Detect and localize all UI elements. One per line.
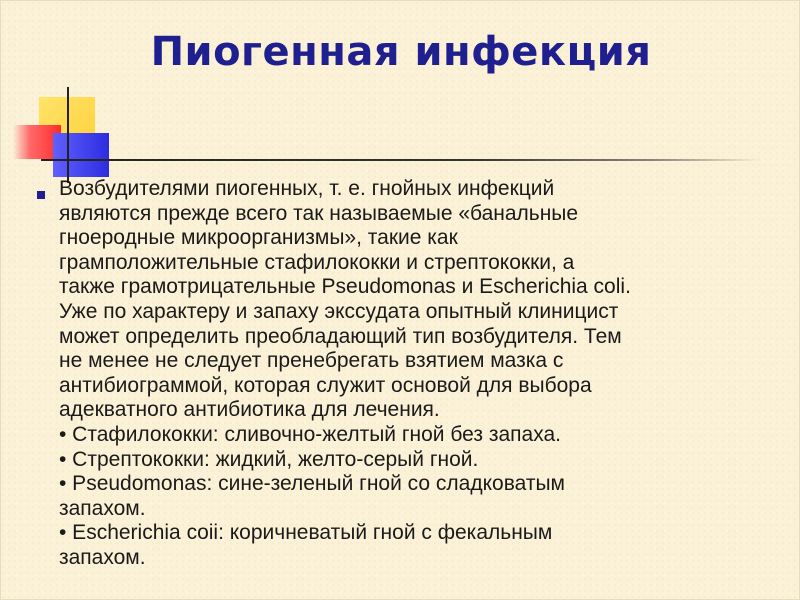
text-line: адекватного антибиотика для лечения.: [59, 398, 440, 422]
text-line: грамположительные стафилококки и стрептококки, а: [59, 250, 575, 274]
slide-title: Пиогенная инфекция: [150, 29, 652, 75]
square-bullet-icon: [37, 191, 45, 199]
blue-square: [53, 133, 109, 177]
list-item: • Стафилококки: сливочно-желтый гной без запаха.: [59, 422, 561, 446]
vertical-divider-line: [67, 87, 69, 183]
list-item: • Escherichia coii: коричневатый гной с фекальным: [59, 521, 553, 545]
text-line: Возбудителями пиогенных, т. е. гнойных инфекций: [59, 177, 555, 200]
text-line: антибиограммой, которая служит основой для выбора: [59, 373, 592, 397]
text-line: запахом.: [59, 496, 146, 520]
text-line: может определить преобладающий тип возбудителя. Тем: [59, 324, 622, 348]
text-line: гноеродные микроорганизмы», такие как: [59, 226, 458, 250]
text-line: также грамотрицательные Pseudomonas и Escherichia coli.: [59, 275, 631, 299]
text-line: не менее не следует пренебрегать взятием мазка с: [59, 349, 564, 373]
list-item: • Стрептококки: жидкий, желто-серый гной.: [59, 447, 479, 471]
text-line: Уже по характеру и запаху экссудата опытный клиницист: [59, 299, 619, 323]
list-item: • Pseudomonas: сине-зеленый гной со сладковатым: [59, 472, 565, 496]
slide-body: [59, 177, 779, 571]
text-line: запахом.: [59, 545, 146, 569]
horizontal-divider-line: [41, 159, 761, 161]
text-line: являются прежде всего так называемые «банальные: [59, 201, 579, 225]
